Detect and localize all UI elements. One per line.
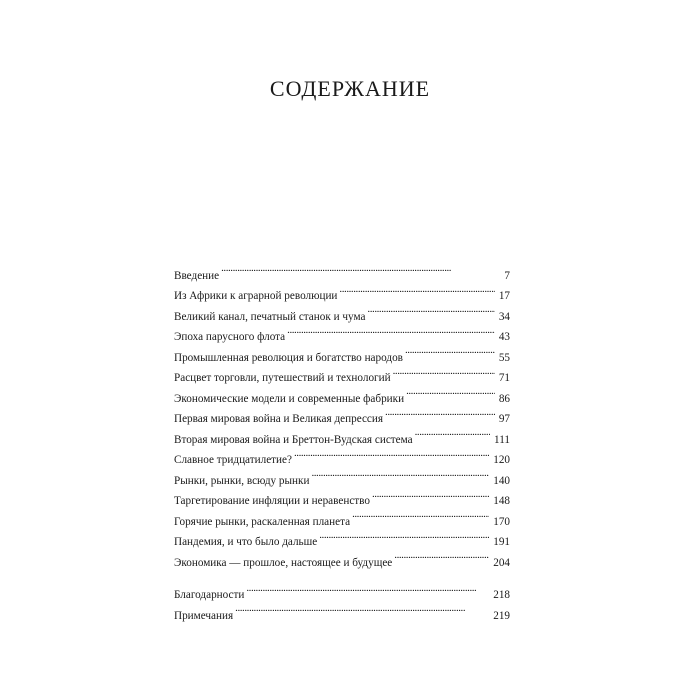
page-number: 97 bbox=[498, 413, 510, 425]
page-title: СОДЕРЖАНИЕ bbox=[269, 76, 431, 101]
page-number: 111 bbox=[494, 433, 510, 446]
table-of-contents bbox=[174, 258, 510, 622]
page-number: 148 bbox=[493, 495, 510, 507]
dot-leader bbox=[405, 340, 495, 361]
dot-leader bbox=[415, 422, 490, 443]
entry-title: Таргетирование инфляции и неравенство bbox=[174, 495, 370, 507]
dot-leader bbox=[406, 381, 495, 402]
page-number: 34 bbox=[498, 310, 510, 323]
page-number: 218 bbox=[493, 589, 510, 601]
dot-leader bbox=[394, 545, 489, 566]
entry-title: Вторая мировая война и Бреттон-Вудская система bbox=[174, 433, 413, 446]
dot-leader bbox=[319, 525, 489, 546]
dot-leader bbox=[352, 504, 489, 525]
dot-leader bbox=[311, 463, 489, 484]
dot-leader bbox=[385, 402, 495, 423]
entry-title: Эпоха парусного флота bbox=[174, 331, 286, 343]
dot-leader bbox=[294, 443, 489, 464]
entry-title: Великий канал, печатный станок и чума bbox=[174, 310, 366, 323]
entry-title: Экономика — прошлое, настоящее и будущее bbox=[174, 556, 393, 569]
dot-leader bbox=[235, 598, 489, 619]
entry-title: Славное тридцатилетие? bbox=[174, 454, 292, 466]
toc-entry bbox=[174, 279, 510, 300]
page-number: 140 bbox=[493, 474, 510, 487]
dot-leader bbox=[372, 484, 489, 505]
dot-leader bbox=[393, 361, 495, 382]
page-number: 191 bbox=[493, 536, 510, 548]
entry-title: Горячие рынки, раскаленная планета bbox=[174, 515, 351, 528]
page-number: 43 bbox=[498, 331, 510, 343]
page-number: 71 bbox=[498, 372, 510, 384]
page-number: 219 bbox=[493, 609, 510, 622]
chapter-list bbox=[174, 258, 510, 569]
entry-title: Благодарности bbox=[174, 589, 245, 601]
dot-leader bbox=[287, 320, 495, 341]
entry-title: Из Африки к аграрной революции bbox=[174, 290, 338, 302]
back-matter-list bbox=[174, 578, 510, 622]
page-number: 55 bbox=[498, 351, 510, 364]
page-number: 7 bbox=[504, 269, 510, 282]
page-number: 120 bbox=[493, 454, 510, 466]
dot-leader bbox=[221, 258, 500, 279]
page-number: 204 bbox=[493, 556, 510, 569]
dot-leader bbox=[339, 279, 494, 300]
dot-leader bbox=[246, 578, 489, 599]
entry-title: Введение bbox=[174, 269, 220, 282]
page-number: 170 bbox=[493, 515, 510, 528]
entry-title: Примечания bbox=[174, 609, 234, 622]
page-number: 17 bbox=[498, 290, 510, 302]
dot-leader bbox=[367, 299, 494, 320]
entry-title: Расцвет торговли, путешествий и технологий bbox=[174, 372, 391, 384]
entry-title: Экономические модели и современные фабрики bbox=[174, 392, 405, 405]
entry-title: Промышленная революция и богатство народов bbox=[174, 351, 403, 364]
entry-title: Пандемия, и что было дальше bbox=[174, 536, 318, 548]
toc-entry bbox=[174, 258, 510, 282]
entry-title: Первая мировая война и Великая депрессия bbox=[174, 413, 384, 425]
entry-title: Рынки, рынки, всюду рынки bbox=[174, 474, 310, 487]
page-number: 86 bbox=[498, 392, 510, 405]
toc-entry bbox=[174, 578, 510, 599]
